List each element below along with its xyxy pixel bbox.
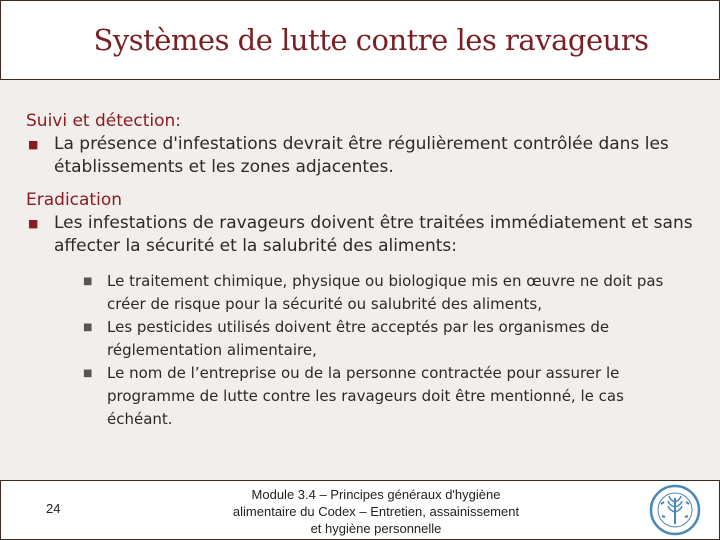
bullet-eradication bbox=[26, 212, 696, 258]
bullet-text: Les infestations de ravageurs doivent être traitées immédiatement et sans affecter la sécurité et la salubrité des aliments: bbox=[54, 213, 693, 256]
square-bullet-icon: ■ bbox=[28, 217, 39, 230]
square-bullet-icon: ■ bbox=[83, 368, 93, 379]
sub-bullet-text: Le traitement chimique, physique ou biologique mis en œuvre ne doit pas créer de risque pour la sécurité ou salubrité des aliments, bbox=[107, 272, 664, 313]
section-heading-eradication: Eradication bbox=[26, 190, 122, 210]
page-number: 24 bbox=[46, 501, 61, 516]
sub-bullet-item bbox=[81, 270, 687, 316]
sub-bullet-item bbox=[81, 316, 687, 362]
square-bullet-icon: ■ bbox=[83, 322, 93, 333]
sub-bullet-text: Les pesticides utilisés doivent être acceptés par les organismes de réglementation alimentaire, bbox=[107, 318, 610, 359]
footer-module-text: Module 3.4 – Principes généraux d'hygiène alimentaire du Codex – Entretien, assainissement et hygiène personnelle bbox=[232, 487, 520, 536]
section-heading-suivi: Suivi et détection: bbox=[26, 111, 182, 131]
slide-title: Systèmes de lutte contre les ravageurs bbox=[93, 23, 649, 57]
sub-bullet-list bbox=[81, 270, 696, 431]
title-bar bbox=[0, 0, 720, 80]
square-bullet-icon: ■ bbox=[28, 138, 39, 151]
sub-bullet-text: Le nom de l’entreprise ou de la personne contractée pour assurer le programme de lutte contre les ravageurs doit être mentionné, le cas échéant. bbox=[107, 364, 624, 428]
fao-logo bbox=[649, 484, 701, 536]
square-bullet-icon: ■ bbox=[83, 276, 93, 287]
bullet-text: La présence d'infestations devrait être régulièrement contrôlée dans les établissements et les zones adjacentes. bbox=[54, 134, 669, 177]
footer-bar bbox=[0, 480, 720, 540]
slide-content bbox=[26, 110, 696, 431]
sub-bullet-item bbox=[81, 362, 687, 431]
bullet-suivi bbox=[26, 133, 696, 179]
